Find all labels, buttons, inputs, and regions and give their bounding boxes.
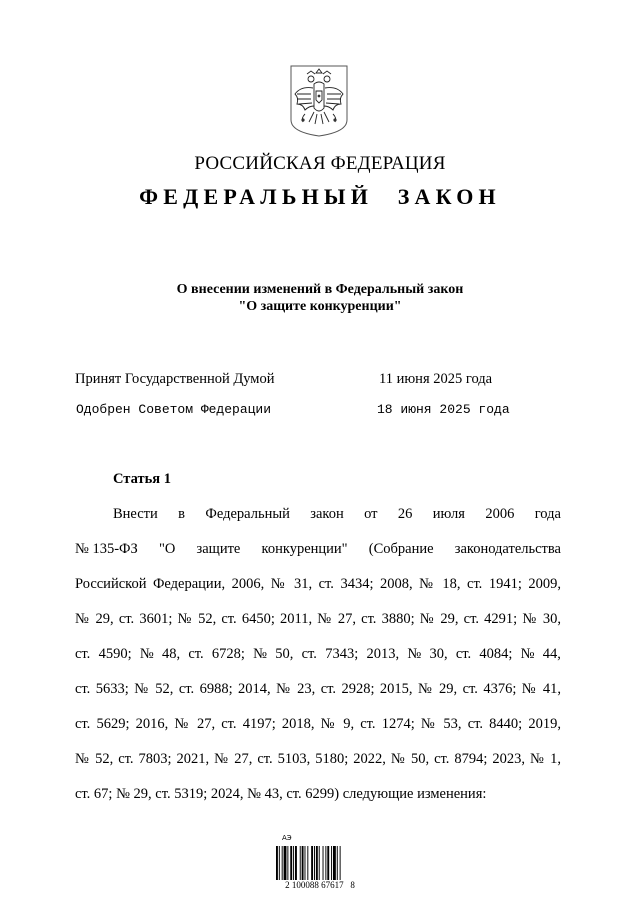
article-word: от (364, 506, 378, 522)
barcode-bar (293, 846, 294, 880)
article-word: 6728; (211, 646, 245, 662)
barcode-bar (295, 846, 297, 880)
barcode-bar (284, 846, 287, 880)
article-word: № (253, 646, 267, 662)
barcode-bar (290, 846, 292, 880)
barcode-bar (305, 846, 306, 880)
article-line-text: Российской Федерации, 2006, № 31, ст. 3434; 2008, № 18, ст. 1941; 2009, (75, 576, 561, 592)
article-word: ст. (301, 646, 317, 662)
barcode-bar (282, 846, 283, 880)
barcode-bar (333, 846, 336, 880)
article-word: конкуренции" (261, 541, 348, 557)
article-word: 4590; (98, 646, 132, 662)
article-word: (Собрание (368, 541, 434, 557)
article-word: № (520, 646, 535, 662)
article-line-text: ст. 5633; № 52, ст. 6988; 2014, № 23, ст. 2928; 2015, № 29, ст. 4376; № 41, (75, 681, 561, 697)
adoption-label-duma: Принят Государственной Думой (75, 371, 275, 387)
article-word: закон (310, 506, 344, 522)
article-line (75, 716, 561, 733)
article-word: 2006 (485, 506, 515, 522)
barcode-bar (319, 846, 320, 880)
article-word: 4084; (479, 646, 513, 662)
article-word: 7343; (325, 646, 359, 662)
article-heading: Статья 1 (113, 471, 171, 487)
article-word: ст. (455, 646, 472, 662)
law-title (0, 281, 640, 315)
article-word: года (534, 506, 561, 522)
article-line (75, 506, 561, 523)
adoption-date-council: 18 июня 2025 года (377, 402, 510, 417)
article-line (75, 646, 561, 663)
law-title-line-2: "О защите конкуренции" (238, 299, 402, 314)
article-line-text: № 29, ст. 3601; № 52, ст. 6450; 2011, № 27, ст. 3880; № 29, ст. 4291; № 30, (75, 611, 561, 627)
article-word: 26 (397, 506, 413, 522)
article-word: № 135-ФЗ (75, 541, 138, 557)
barcode-bar (276, 846, 278, 880)
article-line (75, 681, 561, 698)
article-word: защите (196, 541, 241, 557)
barcode-bar (307, 846, 308, 880)
barcode-bar (337, 846, 338, 880)
article-word: июля (432, 506, 465, 522)
article-word: Внести (113, 506, 158, 522)
article-line (75, 541, 561, 558)
barcode-number: 2 100088 67617 8 (285, 880, 355, 890)
article-word: № (407, 646, 422, 662)
barcode-bar (300, 846, 301, 880)
barcode-bar (287, 846, 288, 880)
barcode-bar (279, 846, 280, 880)
article-line (75, 751, 561, 768)
article-line-text: № 52, ст. 7803; 2021, № 27, ст. 5103, 5180; 2022, № 50, ст. 8794; 2023, № 1, (75, 751, 561, 767)
article-line (75, 576, 561, 593)
barcode-bar (340, 846, 341, 880)
article-word: ст. (75, 646, 91, 662)
adoption-label-council: Одобрен Советом Федерации (76, 402, 272, 417)
barcode (268, 834, 372, 894)
barcode-mark: АЭ (282, 834, 292, 842)
article-word: 2013, (366, 646, 400, 662)
article-word: "О (158, 541, 176, 557)
article-word: 48, (161, 646, 181, 662)
article-line-text: ст. 67; № 29, ст. 5319; 2024, № 43, ст. 6299) следующие изменения: (75, 786, 487, 802)
article-line-text: ст. 5629; 2016, № 27, ст. 4197; 2018, № 9, ст. 1274; № 53, ст. 8440; 2019, (75, 716, 561, 732)
barcode-bar (302, 846, 304, 880)
article-word: 50, (275, 646, 294, 662)
article-line (75, 786, 561, 803)
article-word: Федеральный (205, 506, 290, 522)
law-title-line-1: О внесении изменений в Федеральный закон (176, 282, 464, 297)
barcode-bar (327, 846, 329, 880)
article-word: ст. (188, 646, 204, 662)
barcode-bar (331, 846, 332, 880)
barcode-bar (325, 846, 326, 880)
country-name: РОССИЙСКАЯ ФЕДЕРАЦИЯ (194, 153, 446, 174)
article-word: № (139, 646, 154, 662)
adoption-date-duma: 11 июня 2025 года (379, 371, 493, 387)
barcode-bar (323, 846, 324, 880)
coat-of-arms-emblem (287, 64, 351, 138)
article-line (75, 611, 561, 628)
barcode-bars (276, 846, 368, 880)
document-type: ФЕДЕРАЛЬНЫЙ ЗАКОН (139, 184, 501, 209)
article-word: 30, (429, 646, 448, 662)
barcode-bar (311, 846, 313, 880)
article-word: в (178, 506, 186, 522)
article-word: 44, (542, 646, 561, 662)
barcode-bar (314, 846, 315, 880)
barcode-bar (316, 846, 318, 880)
article-word: законодательства (454, 541, 561, 557)
